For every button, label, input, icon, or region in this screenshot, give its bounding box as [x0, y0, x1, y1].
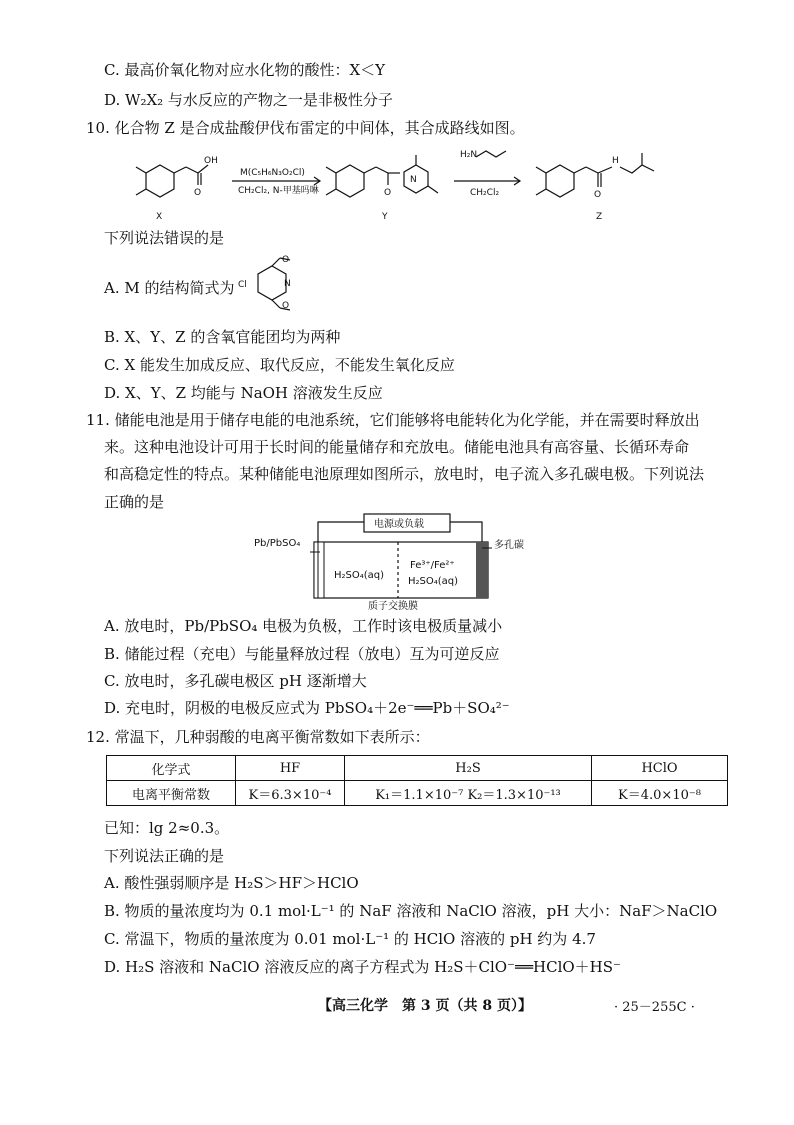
q12-option-b: B. 物质的量浓度均为 0.1 mol·L⁻¹ 的 NaF 溶液和 NaClO 溶液，pH 大小：NaF＞NaClO: [104, 902, 718, 920]
table-header-row: [107, 756, 728, 781]
footer-page-info: 【高三化学 第 3 页（共 8 页）】: [318, 998, 532, 1014]
cell-h2s: K₁＝1.1×10⁻⁷ K₂＝1.3×10⁻¹³: [345, 781, 592, 806]
q10-stem: 10. 化合物 Z 是合成盐酸伊伐布雷定的中间体，其合成路线如图。: [86, 119, 525, 137]
m-o-top: O: [282, 255, 290, 265]
cell-hf: K＝6.3×10⁻⁴: [236, 781, 345, 806]
q11-stem-line1: 11. 储能电池是用于储存电能的电池系统，它们能够将电能转化为化学能，并在需要时释放出: [86, 411, 700, 429]
y-triazine-n: N: [410, 175, 417, 185]
reagent-2-bottom: CH₂Cl₂: [470, 188, 500, 198]
z-carbonyl-o: O: [594, 190, 602, 200]
table-row: [107, 781, 728, 806]
header-hclo: HClO: [592, 756, 728, 781]
label-x: X: [156, 212, 163, 222]
footer-code: · 25－255C ·: [614, 1000, 695, 1015]
x-benzene-ring: [146, 165, 174, 197]
reagent-2-amine: H₂N: [460, 150, 478, 160]
membrane-label: 质子交换膜: [368, 601, 418, 612]
q10-option-b: B. X、Y、Z 的含氧官能团均为两种: [104, 328, 341, 346]
right-solution-label-1: Fe³⁺/Fe²⁺: [410, 560, 455, 571]
q12-ionization-table: [106, 755, 728, 806]
power-source-label: 电源或负载: [374, 519, 424, 530]
q10-option-c: C. X 能发生加成反应、取代反应，不能发生氧化反应: [104, 356, 455, 374]
q9-option-d: D. W₂X₂ 与水反应的产物之一是非极性分子: [104, 91, 393, 109]
q11-stem-line4: 正确的是: [104, 493, 165, 511]
right-solution-label-2: H₂SO₄(aq): [408, 576, 459, 587]
label-z: Z: [596, 212, 603, 222]
x-carbonyl-o: O: [194, 188, 202, 198]
left-electrode-label: Pb/PbSO₄: [254, 538, 301, 549]
q11-option-c: C. 放电时，多孔碳电极区 pH 逐渐增大: [104, 672, 367, 690]
y-carbonyl-o: O: [384, 188, 392, 198]
q11-stem-line3: 和高稳定性的特点。某种储能电池原理如图所示，放电时，电子流入多孔碳电极。下列说法: [104, 465, 705, 483]
q12-prompt: 下列说法正确的是: [104, 847, 225, 865]
m-triazine-structure: [236, 252, 316, 316]
x-oh-label: OH: [204, 156, 218, 166]
y-benzene-ring: [336, 165, 364, 197]
header-formula: 化学式: [107, 756, 236, 781]
q12-option-d: D. H₂S 溶液和 NaClO 溶液反应的离子方程式为 H₂S＋ClO⁻══HClO＋HS⁻: [104, 958, 621, 976]
porous-carbon-electrode: [476, 542, 488, 598]
q10-option-a: A. M 的结构简式为: [104, 279, 235, 297]
right-electrode-label: 多孔碳: [494, 540, 524, 551]
q11-stem-line2: 来。这种电池设计可用于长时间的能量储存和充放电。储能电池具有高容量、长循环寿命: [104, 438, 690, 456]
m-n-label: N: [284, 279, 291, 289]
left-solution-label: H₂SO₄(aq): [334, 570, 385, 581]
reagent-1-top: M(C₅H₆N₃O₂Cl): [240, 168, 305, 178]
pb-electrode: [314, 542, 324, 598]
q11-option-d: D. 充电时，阴极的电极反应式为 PbSO₄＋2e⁻══Pb＋SO₄²⁻: [104, 699, 510, 717]
cell-hclo: K＝4.0×10⁻⁸: [592, 781, 728, 806]
reagent-1-bottom: CH₂Cl₂, N-甲基吗啉: [238, 186, 319, 196]
z-nh-label: H: [612, 156, 619, 166]
q12-option-c: C. 常温下，物质的量浓度为 0.01 mol·L⁻¹ 的 HClO 溶液的 pH 约为 4.7: [104, 930, 596, 948]
header-h2s: H₂S: [345, 756, 592, 781]
z-benzene-ring: [546, 165, 574, 197]
m-o-bottom: O: [282, 301, 290, 311]
label-y: Y: [382, 212, 388, 222]
q11-option-b: B. 储能过程（充电）与能量释放过程（放电）互为可逆反应: [104, 645, 500, 663]
row-label: 电离平衡常数: [107, 781, 236, 806]
m-cl-label: Cl: [238, 280, 247, 290]
q11-option-a: A. 放电时，Pb/PbSO₄ 电极为负极，工作时该电极质量减小: [104, 617, 503, 635]
q10-synthesis-route: [120, 143, 680, 223]
q12-known: 已知：lg 2≈0.3。: [104, 819, 230, 837]
q9-option-c: C. 最高价氧化物对应水化物的酸性：X＜Y: [104, 61, 386, 79]
q12-option-a: A. 酸性强弱顺序是 H₂S＞HF＞HClO: [104, 874, 359, 892]
q10-option-d: D. X、Y、Z 均能与 NaOH 溶液发生反应: [104, 384, 383, 402]
q10-prompt: 下列说法错误的是: [104, 229, 225, 247]
header-hf: HF: [236, 756, 345, 781]
q12-stem: 12. 常温下，几种弱酸的电离平衡常数如下表所示：: [86, 728, 430, 746]
q11-battery-diagram: [250, 512, 570, 612]
